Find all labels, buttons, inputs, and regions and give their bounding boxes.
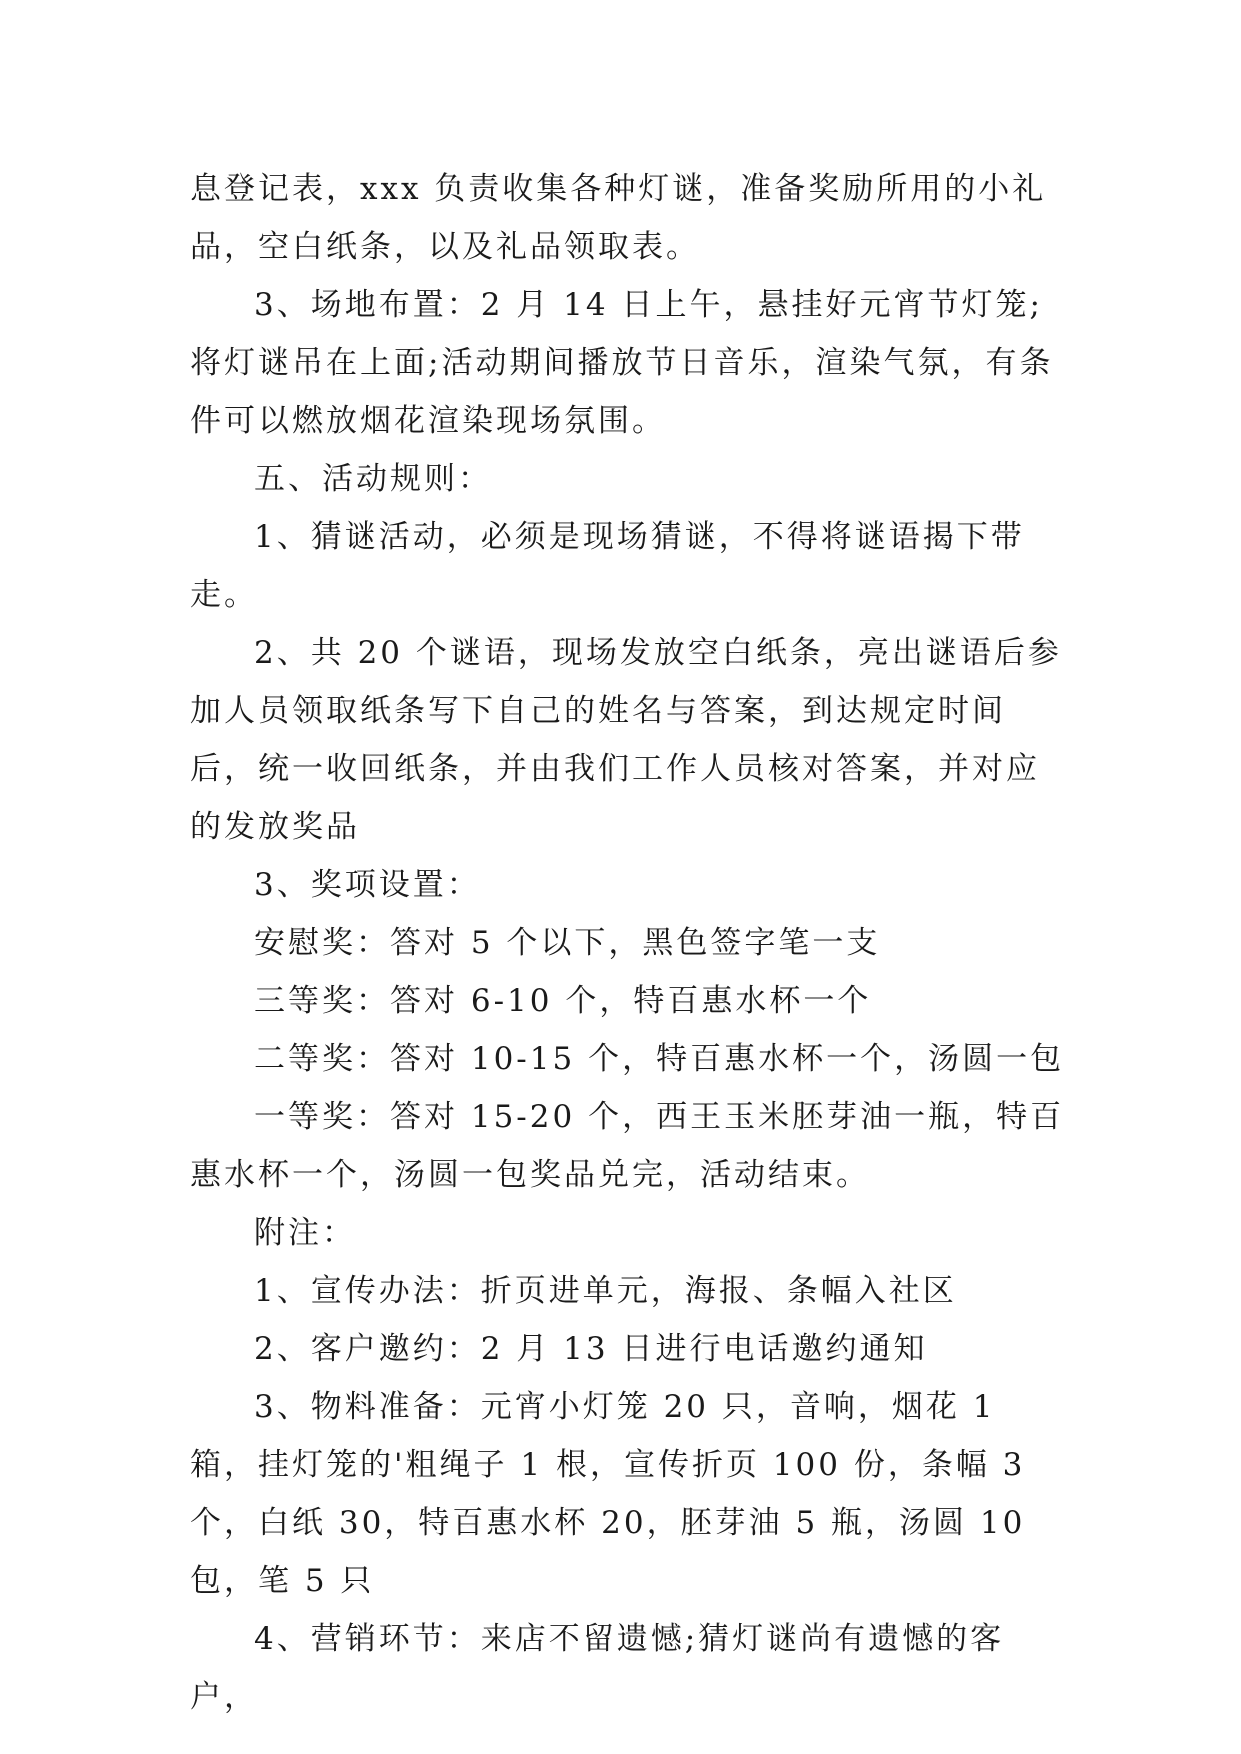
document-body (190, 160, 1070, 1726)
prize-third: 三等奖：答对 6-10 个，特百惠水杯一个 (254, 983, 872, 1019)
note-item-4: 4、营销环节：来店不留遗憾;猜灯谜尚有遗憾的客户， (190, 1621, 1005, 1715)
note-item-3: 3、物料准备：元宵小灯笼 20 只，音响，烟花 1 箱，挂灯笼的'粗绳子 1 根，宣传折页 100 份，条幅 3 个，白纸 30，特百惠水杯 20，胚芽油 5 瓶，汤圆 10 包，笔 5 只 (190, 1389, 1039, 1599)
prize-second: 二等奖：答对 10-15 个，特百惠水杯一个，汤圆一包 (254, 1041, 1065, 1077)
paragraph-venue-setup: 3、场地布置：2 月 14 日上午，悬挂好元宵节灯笼;将灯谜吊在上面;活动期间播放节日音乐，渲染气氛，有条件可以燃放烟花渲染现场氛围。 (190, 287, 1054, 439)
rule-item-2: 2、共 20 个谜语，现场发放空白纸条，亮出谜语后参加人员领取纸条写下自己的姓名与答案，到达规定时间后，统一收回纸条，并由我们工作人员核对答案，并对应的发放奖品 (190, 635, 1062, 845)
note-item-2: 2、客户邀约：2 月 13 日进行电话邀约通知 (254, 1331, 928, 1367)
prize-first: 一等奖：答对 15-20 个，西王玉米胚芽油一瓶，特百惠水杯一个，汤圆一包奖品兑完，活动结束。 (190, 1099, 1065, 1193)
rule-item-3-heading: 3、奖项设置： (254, 867, 481, 903)
paragraph-continued: 息登记表，xxx 负责收集各种灯谜，准备奖励所用的小礼品，空白纸条，以及礼品领取表。 (190, 171, 1047, 265)
section-heading-notes: 附注： (254, 1215, 356, 1251)
note-item-1: 1、宣传办法：折页进单元，海报、条幅入社区 (254, 1273, 957, 1309)
prize-consolation: 安慰奖：答对 5 个以下，黑色签字笔一支 (254, 925, 881, 961)
rule-item-1: 1、猜谜活动，必须是现场猜谜，不得将谜语揭下带走。 (190, 519, 1025, 613)
section-heading-rules: 五、活动规则： (254, 461, 492, 497)
